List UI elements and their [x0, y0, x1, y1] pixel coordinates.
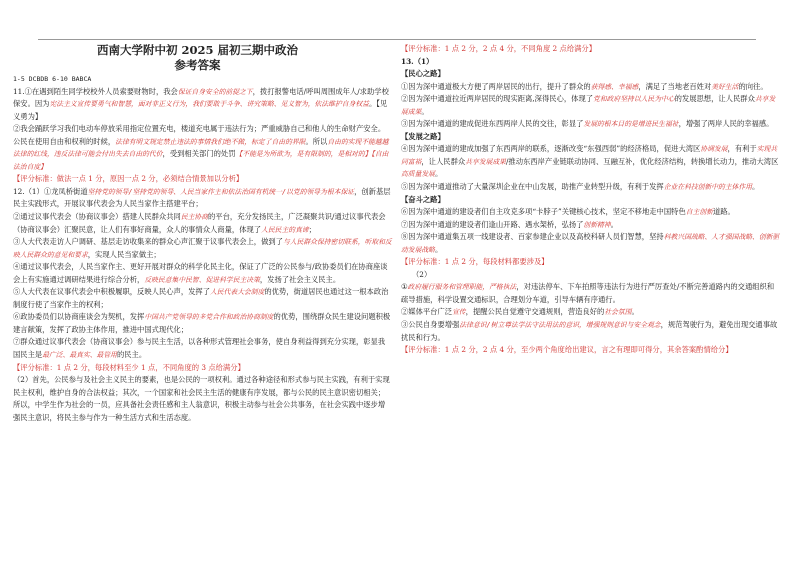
text: ⑥政协委员们以协商座谈会为契机，发挥	[13, 312, 145, 322]
text: ③公民自身要增强	[401, 320, 460, 330]
text: ①	[401, 282, 408, 292]
key-point: 协调发展	[700, 145, 728, 154]
key-point: 发展的根本目的是增进民生福祉	[583, 120, 679, 129]
text: ，让人民群众	[421, 156, 466, 166]
key-point: 民主协商	[180, 213, 209, 222]
key-point: 企业在科技创新中的主体作用	[663, 183, 753, 192]
key-point: 法律有明文规定禁止违法的事情我们绝不做，标定了自由的界限	[115, 137, 306, 146]
text: ，提醒公民自觉遵守交通规则，营造良好的	[465, 307, 605, 317]
key-point: 中国共产党领导的多党合作和政治协商制度	[144, 313, 274, 322]
text: ②因为深中通道拉近两岸居民的现实距离,深得民心，体现了	[401, 94, 594, 104]
text: 的优势，围绕群众民生建设问题积极建言献策，发挥了政协主体作用，推进中国式现代化；	[13, 312, 391, 334]
text: ②我会踊跃学习我们电动车停放采用指定位置充电，楼道充电属于违法行为；严重威胁自己和他人的生命财产安全。公民在使用自由和权利的时候，	[13, 124, 386, 146]
key-point: 自由的实现不能越越法律的红线，违反法律可能会付出失去自由的代价	[13, 137, 389, 159]
q12-part-2: （2）首先，公民参与及社会主义民主的要素，也是公民的一项权利。通过各种途径和形式参与民主实践，有利于实现民主权利，维护自身的合法权益；其次，一个国家和社会民主生活的健康有序发展，都与公民的民主意识密切相关；所以，中学生作为社会的一员，应具备社会责任感和主人翁意识，积极主动参与社会公共事务，在社会实践中逐步增强民主意识，将民主参与作为一种生活方式和生活态度。	[13, 375, 390, 422]
text: ⑥因为深中通道的建设者们自主攻克多项“卡脖子”关键核心技术，坚定不移地走中国特色	[401, 207, 686, 217]
key-point: 创新精神	[583, 220, 611, 229]
section-heading: 【奋斗之路】	[401, 194, 445, 204]
q13-point-3	[401, 118, 780, 131]
key-point: 宣传	[452, 308, 466, 317]
q13-point-4	[401, 143, 780, 181]
q13-point-6	[401, 206, 780, 219]
q13-score-2: 【评分标准：1 点 2 分，2 点 4 分，至少两个角度给出建议，言之有理即可得分，其余答案酌情给分】	[401, 345, 733, 355]
key-point: 【自由法治自度】	[13, 150, 389, 171]
text: ，增强了两岸人民的幸福感。	[678, 119, 774, 129]
q12-point-7	[13, 336, 392, 361]
key-point: 人民代表大会制度	[210, 288, 265, 297]
section-heading: 【发展之路】	[401, 131, 445, 141]
q13-point-7	[401, 219, 780, 232]
key-point: 社会氛围	[604, 308, 632, 317]
key-point: 党和政府坚持以人民为中心	[593, 95, 675, 104]
q11-answer-1	[13, 86, 392, 124]
key-point: 共享发展成果	[465, 157, 506, 166]
text: 。	[434, 244, 443, 254]
text: 。	[434, 169, 443, 179]
text: 的发展思想，让人民群众	[674, 94, 755, 104]
key-point: 科教兴国战略、人才强国战略、创新驱动发展战略	[401, 233, 780, 254]
text: ⑤因为深中通道推动了大量深圳企业在中山发展，助推产业转型升级，有利于发挥	[401, 182, 664, 192]
text: ①因为深中通道极大方便了两岸居民的出行，提升了群众的	[401, 81, 591, 91]
q13-part-2: （2）	[412, 269, 432, 279]
text: 12.（1）①龙凤桥街道	[13, 186, 88, 196]
q12-point-4	[13, 261, 392, 286]
right-column	[401, 43, 780, 357]
q13-tip-3	[401, 319, 780, 344]
text: 的民主。	[116, 350, 147, 360]
text: ②媒体平台广泛	[401, 307, 453, 317]
q12-point-1	[13, 186, 392, 211]
q13-tip-1	[401, 281, 780, 306]
key-point: 宪法主义宣传要勇气和智慧，面对非正义行为，我们要敢于斗争、讲究策略、见义智为，依法维护自身权益	[49, 100, 369, 109]
text: ⑦因为深中通道的建设者们逢山开路、遇水架桥，弘扬了	[401, 219, 584, 229]
q12-point-5	[13, 286, 392, 311]
text: 。	[610, 219, 618, 229]
key-point: 法律意识/树立尊法学法守法用法的意识，增强规则意识与安全观念	[459, 321, 661, 330]
q12-point-6	[13, 311, 392, 336]
text: /推动东西岸产业链联动协同、互融互补，优化经济结构，转换增长动力，推动大湾区	[505, 156, 779, 166]
q13-point-2	[401, 93, 780, 118]
mc-answers: 1-5 DCBDB 6-10 BABCA	[13, 75, 92, 83]
q12-2-score: 【评分标准：1 点 2 分，2 点 4 分，不同角度 2 点给满分】	[401, 44, 597, 53]
key-point: 保证自身安全的前提之下	[177, 87, 253, 96]
text: 。	[631, 307, 639, 317]
text: ，受到相关部门的处罚	[162, 149, 236, 159]
text: ，发扬了社会主义民主。	[259, 274, 341, 284]
text: 的平台，充分发扬民主，广泛凝聚共识/通过议事代表会（协商议事会）汇聚民意，让人们有事好商量，众人的事情众人商量，体现了	[13, 212, 386, 234]
text: ，创新基层民主实践形式，开展议事代表会为人民当家作主搭建平台；	[13, 186, 391, 209]
q11-answer-2	[13, 123, 392, 173]
key-point: 共享发展成果	[401, 95, 776, 116]
key-point: 坚持党的领导/坚持党的领导、人民当家作主和依法治国有机统一/以党的领导为根本保证	[87, 187, 355, 196]
text: 。【见义勇为】	[13, 99, 388, 121]
q13-score-1: 【评分标准：1 点 2 分，每段材料都要涉及】	[401, 257, 549, 267]
left-column	[13, 43, 392, 424]
key-point: 政府履行服务和管理职能，严格执法	[407, 283, 517, 292]
text: ④通过议事代表会，人民当家作主、更好开展对群众的科学化民主化，保证了广泛的公民参与/政协委员们在协商座谈会上有实施通过调研结果进行综合分析，	[13, 262, 388, 284]
q12-point-3	[13, 236, 392, 261]
text: 的优势，街道居民也通过这一根本政治制度行使了当家作主的权利；	[13, 287, 389, 309]
key-point: 与人民群众保持密切联系，听取和反映人民群众的意见和要求	[13, 238, 392, 259]
text: 。所以	[305, 136, 328, 146]
header-rule	[38, 39, 756, 40]
doc-subtitle: 参考答案	[174, 58, 221, 72]
text: ⑦群众通过议事代表会（协商议事会）参与民主生活，以各种形式管理社会事务，使自身利益得到充分实现，彰显我国民主是	[13, 337, 386, 360]
key-point: 高质量发展	[401, 170, 435, 179]
key-point: 【不能是为所欲为，是有限制的，是相对的】	[235, 150, 372, 159]
text: ③人大代表走访人户调研、基层走访收集来的群众心声汇聚于议事代表会上，做到了	[13, 237, 283, 247]
q12-score: 【评分标准：1 点 2 分，每段材料至少 1 点，不同角度的 3 点给满分】	[13, 362, 245, 372]
text: ⑧因为深中通道集五项一线建设者、百家参建企业以及高校科研人员们智慧，坚持	[401, 232, 664, 242]
text: ②通过议事代表会（协商议事会）搭建人民群众共同	[13, 212, 181, 222]
q11-score: 【评分标准：做法一点 1 分，原因一点 2 分，必须结合情景加以分析】	[13, 174, 244, 184]
text: 11.①在遇到陌生同学校校外人员索要财物时，我会	[13, 86, 178, 96]
key-point: 实现共同富裕	[401, 145, 778, 166]
q13-tip-2	[401, 306, 780, 319]
section-heading: 【民心之路】	[401, 69, 445, 79]
key-point: 人民民主的真谛	[261, 225, 309, 234]
text: ，规范驾驶行为，避免出现交通事故扰民和行为。	[401, 320, 778, 342]
q13-point-8	[401, 231, 780, 256]
text: ③因为深中通道的建成促进东西两岸人民的交往，彰显了	[401, 119, 584, 129]
text: ，实现人民当家做主；	[87, 249, 161, 259]
text: 。	[421, 106, 429, 116]
q12-point-2	[13, 211, 392, 236]
text: ⑤人大代表在议事代表会中积极履职，反映人民心声，发挥了	[13, 287, 211, 297]
text: 道路。	[712, 207, 735, 217]
q13-number: 13.（1）	[401, 56, 434, 66]
q13-point-5	[401, 181, 780, 194]
q13-point-1	[401, 81, 780, 94]
key-point: 反映民意集中民智、促进科学民主决策	[144, 275, 260, 284]
doc-title: 西南大学附中初 2025 届初三期中政治	[96, 43, 298, 57]
key-point: 自主创新	[685, 208, 713, 217]
key-point: 最广泛、最真实、最管用	[42, 351, 117, 360]
text: ，满足了当地老百姓对	[638, 81, 712, 91]
text: 的向往。	[738, 81, 768, 91]
text: ；	[308, 224, 316, 234]
text: ④因为深中通道的建成加强了东西两岸的联系，逐渐改变“东强西弱”的经济格局，促进大湾区	[401, 144, 701, 154]
text: 。	[752, 182, 760, 192]
text: ，有利于	[727, 144, 757, 154]
key-point: 美好生活	[711, 82, 739, 91]
text: ，拨打报警电话/呼叫周围成年人/求助学校保安。因为	[13, 86, 389, 109]
text: ，对违法停车、下车拍照等违法行为进行严厉查处/不断完善道路内的交通组织和疏导措施，科学设置交通标识，合理划分车道，引导车辆有序通行。	[401, 282, 775, 304]
key-point: 获得感、幸福感	[590, 82, 639, 91]
